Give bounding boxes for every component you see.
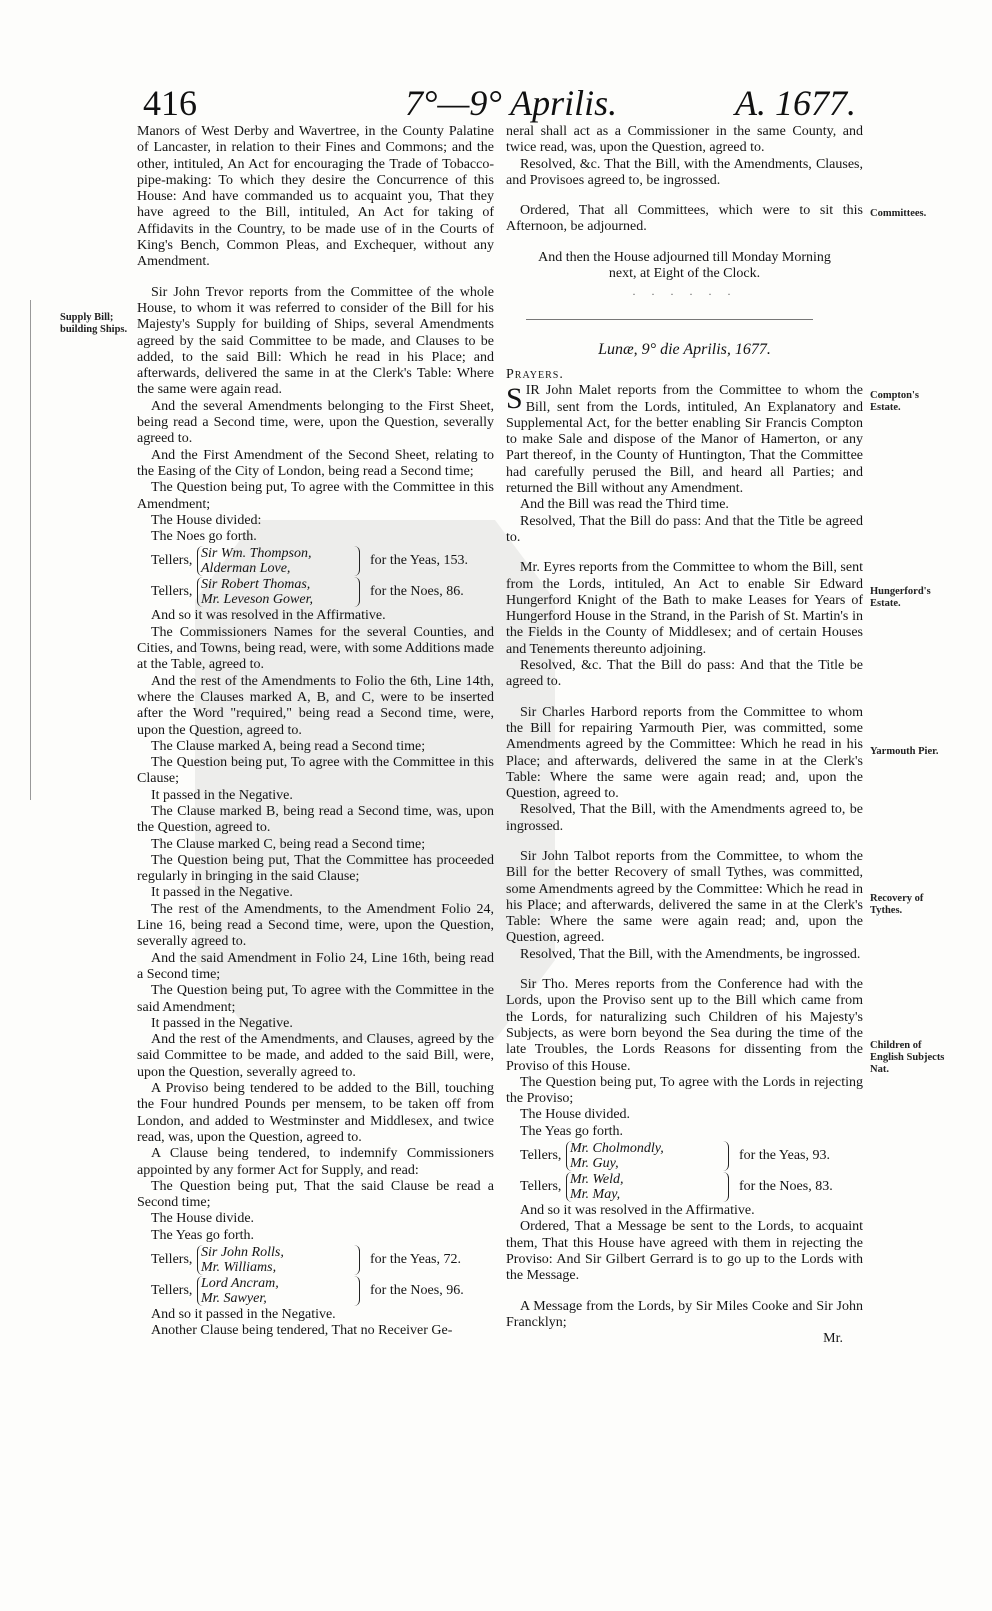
paragraph: The Noes go forth. <box>151 529 257 545</box>
paragraph: And the rest of the Amendments to Folio the 6th, Line 14th, where the Clauses marked A, B, and C, were to be inserted after the Word "required," being read a Second time, were, upon the Question, agreed to. <box>137 673 494 738</box>
paragraph: It passed in the Negative. <box>151 787 293 803</box>
paragraph: Manors of West Derby and Wavertree, in the County Palatine of Lancaster, in relation to their Fines and Commons; and the other, intituled, An Act for encouraging the Trade of Tobacco-pipe-making: To which they desire the Concurrence of this House: And have commanded us to acquaint you, That they have agreed to the Bill, intituled, An Act for taking of Affidavits in the Country, to be made use of in the Courts of King's Bench, Common Pleas, and Exchequer, without any Amendment. <box>137 124 494 270</box>
paragraph: The Question being put, To agree with the Committee in the said Amendment; <box>137 983 494 1015</box>
teller-name: Mr. Guy, <box>570 1156 619 1172</box>
tellers-label: Tellers, <box>520 1178 562 1194</box>
margin-note-yarmouth: Yarmouth Pier. <box>870 746 939 757</box>
paragraph: neral shall act as a Commissioner in the same County, and twice read, was, upon the Question, agreed to. <box>506 124 863 156</box>
paragraph: And so it was resolved in the Affirmative. <box>151 608 386 624</box>
right-column <box>506 124 863 1347</box>
tellers-result: for the Yeas, 72. <box>370 1251 461 1267</box>
teller-name: Sir John Rolls, <box>201 1245 284 1260</box>
brace <box>351 546 360 576</box>
paragraph: Sir Charles Harbord reports from the Committee to whom the Bill for repairing Yarmouth Pier, was committed, some Amendments agreed by the Committee: Which he read in his Place; and afterwards, delivered the same in at the Clerk's Table: Where the same were again read; and, upon the Question, agreed to. <box>506 704 863 802</box>
teller-name: Alderman Love, <box>201 561 291 577</box>
paragraph: The Clause marked B, being read a Second time, was, upon the Question, agreed to. <box>137 803 494 836</box>
tellers-division <box>151 1276 494 1306</box>
teller-names <box>197 1245 351 1275</box>
paragraph: Resolved, &c. That the Bill do pass: And that the Title be agreed to. <box>506 658 863 690</box>
teller-names <box>197 1276 351 1306</box>
catchword: Mr. <box>823 1331 843 1347</box>
teller-names <box>197 546 351 576</box>
paragraph: The rest of the Amendments, to the Amendment Folio 24, Line 16, being read a Second time, were, upon the Question, severally agreed to. <box>137 901 494 950</box>
tellers-label: Tellers, <box>151 1282 193 1298</box>
paragraph-text: IR John Malet reports from the Committee to whom the Bill, sent from the Lords, intituled, An Explanatory and Supplemental Act, for the better enabling Sir Francis Compton to make Sale and dispose of the Manor of Hamerton, or any Part thereof, in the County of Huntington, That the Committee had carefully perused the Bill, and heard all Parties; and returned the Bill without any Amendment. <box>506 383 863 497</box>
teller-name: Mr. Leveson Gower, <box>201 592 313 608</box>
teller-names <box>197 577 351 607</box>
paragraph: The Yeas go forth. <box>151 1227 255 1243</box>
paragraph: Ordered, That a Message be sent to the Lords, to acquaint them, That this House have agreed with them in rejecting the Proviso: And Sir Gilbert Gerrard is to go up to the Lords with the Message. <box>506 1219 863 1284</box>
paragraph: Resolved, That the Bill, with the Amendments, be ingrossed. <box>520 946 861 962</box>
sitting-date-title: Lunæ, 9° die Aprilis, 1677. <box>598 340 771 358</box>
paragraph: The Clause marked A, being read a Second time; <box>151 738 426 754</box>
paragraph: The Question being put, That the said Clause be read a Second time; <box>137 1178 494 1211</box>
paragraph: The House divided: <box>151 512 262 528</box>
tellers-division <box>151 1245 494 1275</box>
paragraph: And so it was resolved in the Affirmative. <box>520 1203 755 1219</box>
drop-cap: S <box>506 382 523 416</box>
left-column <box>137 124 494 1340</box>
paragraph: Resolved, &c. That the Bill, with the Amendments, Clauses, and Provisoes agreed to, be ingrossed. <box>506 156 863 188</box>
teller-name: Sir Wm. Thompson, <box>201 546 312 562</box>
paragraph: The Question being put, That the Committee has proceeded regularly in bringing in the said Clause; <box>137 852 494 885</box>
tellers-result: for the Noes, 96. <box>370 1282 464 1298</box>
paragraph: And the First Amendment of the Second Sheet, relating to the Easing of the City of London, being read a Second time; <box>137 447 494 479</box>
paragraph <box>506 383 863 497</box>
paragraph: Mr. Eyres reports from the Committee to whom the Bill, sent from the Lords, intituled, An Act to enable Sir Edward Hungerford Knight of the Bath to make Leases for Years of Hungerford House in the Strand, in the Parish of St. Martin's in the Fields in the County of Middlesex; and of certain Houses and Tenements thereunto adjoining. <box>506 560 863 657</box>
tellers-result: for the Yeas, 93. <box>739 1147 830 1163</box>
adjournment: And then the House adjourned till Monday Morning next, at Eight of the Clock. <box>538 249 831 282</box>
margin-note-recovery: Recovery of Tythes. <box>870 893 924 916</box>
paragraph: Resolved, That the Bill do pass: And that the Title be agreed to. <box>506 513 863 545</box>
brace <box>720 1141 729 1171</box>
teller-names <box>566 1172 720 1202</box>
tellers-label: Tellers, <box>520 1147 562 1163</box>
paragraph: The Commissioners Names for the several Counties, and Cities, and Towns, being read, were, with some Additions made at the Table, agreed to. <box>137 624 494 673</box>
tellers-label: Tellers, <box>151 1251 193 1267</box>
tellers-result: for the Yeas, 153. <box>370 553 468 569</box>
page-number: 416 <box>143 83 197 123</box>
teller-name: Sir Robert Thomas, <box>201 577 311 593</box>
tellers-label: Tellers, <box>151 584 193 600</box>
paragraph: And the rest of the Amendments, and Clauses, agreed by the said Committee to be made, and added to the said Bill, were, upon the Question, severally agreed to. <box>137 1032 494 1080</box>
paragraph: The House divide. <box>151 1211 255 1227</box>
brace <box>351 1276 360 1306</box>
paragraph: Ordered, That all Committees, which were to sit this Afternoon, be adjourned. <box>506 203 863 235</box>
margin-note-children: Children of English Subjects Nat. <box>870 1040 945 1075</box>
paragraph: The Question being put, To agree with the Committee in this Amendment; <box>137 480 494 512</box>
paragraph: A Message from the Lords, by Sir Miles Cooke and Sir John Francklyn; <box>506 1298 863 1330</box>
paragraph: The House divided. <box>520 1107 631 1123</box>
teller-name: Mr. May, <box>570 1187 621 1203</box>
tellers-label: Tellers, <box>151 553 193 569</box>
teller-names <box>566 1141 720 1171</box>
tellers-division <box>151 546 494 576</box>
paragraph: And the Bill was read the Third time. <box>520 497 729 513</box>
margin-note-comptons: Compton's Estate. <box>870 390 920 413</box>
paragraph: And the several Amendments belonging to the First Sheet, being read a Second time, were, upon the Question, severally agreed to. <box>137 398 494 447</box>
teller-name: Mr. Williams, <box>201 1260 277 1275</box>
paragraph: It passed in the Negative. <box>151 885 293 901</box>
section-divider <box>526 319 813 320</box>
paragraph: Sir John Talbot reports from the Committee, to whom the Bill for the better Recovery of small Tythes, was committed, some Amendments agreed by the Committee: Which he read in his Place; and afterwards, delivered the same in at the Clerk's Table: Where the same were again read; and, upon the Question, agreed. <box>506 848 863 946</box>
paragraph: A Clause being tendered, to indemnify Commissioners appointed by any former Act for Supply, and read: <box>137 1146 494 1178</box>
paragraph: It passed in the Negative. <box>151 1015 293 1031</box>
dotted-divider: · · · · · · <box>632 287 737 302</box>
margin-note-hungerfords: Hungerford's Estate. <box>870 586 931 609</box>
header-year: A. 1677. <box>735 83 856 123</box>
brace <box>351 1245 360 1275</box>
margin-note-supply-bill: Supply Bill; building Ships. <box>60 312 128 335</box>
paragraph: Sir Tho. Meres reports from the Conference had with the Lords, upon the Proviso sent up to the Bill which came from the Lords, for naturalizing such Children of his Majesty's Subjects, as were born beyond the Sea during the time of the late Troubles, the Lords Reasons for dissenting from the Proviso of this House. <box>506 977 863 1074</box>
paragraph: And so it passed in the Negative. <box>151 1307 336 1322</box>
prayers-heading: Prayers. <box>506 366 564 382</box>
brace <box>720 1172 729 1202</box>
paragraph: And the said Amendment in Folio 24, Line 16th, being read a Second time; <box>137 950 494 982</box>
tellers-result: for the Noes, 86. <box>370 584 464 600</box>
paragraph: The Yeas go forth. <box>520 1123 624 1139</box>
teller-name: Mr. Cholmondly, <box>570 1141 664 1157</box>
tellers-division <box>520 1141 863 1171</box>
paragraph: Another Clause being tendered, That no Receiver Ge- <box>151 1323 453 1339</box>
page-edge-line <box>30 300 31 800</box>
paragraph: The Question being put, To agree with the Lords in rejecting the Proviso; <box>506 1074 863 1107</box>
teller-name: Mr. Weld, <box>570 1172 624 1188</box>
margin-note-committees: Committees. <box>870 208 927 219</box>
paragraph: Sir John Trevor reports from the Committee of the whole House, to whom it was referred to consider of the Bill for his Majesty's Supply for building of Ships, several Amendments agreed by the said Committee to be made, and Clauses to be added, to the said Bill: Which he read in his Place; and afterwards, delivered the same in at the Clerk's Table: Where the same were again read. <box>137 284 494 398</box>
paragraph: The Question being put, To agree with the Committee in this Clause; <box>137 755 494 787</box>
teller-name: Lord Ancram, <box>201 1276 279 1291</box>
paragraph: Resolved, That the Bill, with the Amendments agreed to, be ingrossed. <box>506 802 863 834</box>
tellers-division <box>520 1172 863 1202</box>
tellers-result: for the Noes, 83. <box>739 1178 833 1194</box>
header-date: 7°—9° Aprilis. <box>405 83 618 123</box>
paragraph: A Proviso being tendered to be added to the Bill, touching the Four hundred Pounds per mensem, to be taken off from London, and added to Westminster and Middlesex, and twice read, was, upon the Question, agreed to. <box>137 1081 494 1145</box>
brace <box>351 577 360 607</box>
teller-name: Mr. Sawyer, <box>201 1291 267 1306</box>
paragraph: The Clause marked C, being read a Second time; <box>151 836 426 852</box>
tellers-division <box>151 577 494 607</box>
